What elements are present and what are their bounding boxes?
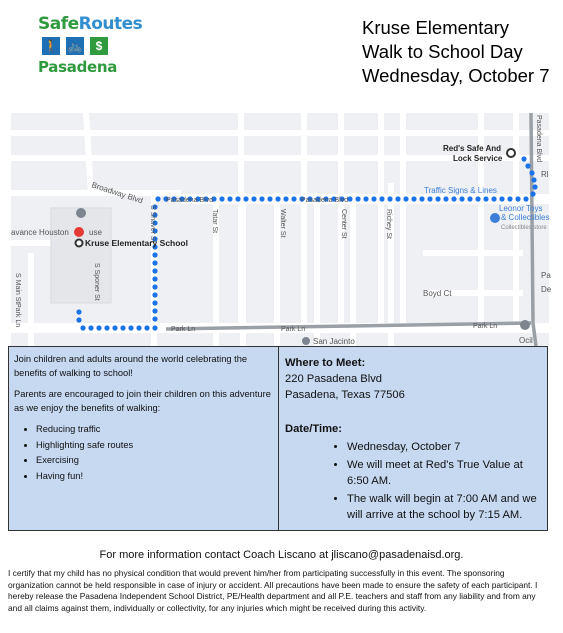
map-label-ocil: Ocil <box>519 336 533 345</box>
event-title <box>362 16 550 88</box>
safe-routes-logo <box>38 14 143 76</box>
map-label-s-main: S Main St <box>14 273 21 304</box>
encourage-text: Parents are encouraged to join their children on this adventure as we enjoy the benefits of walking: <box>14 389 271 413</box>
map-label-pasadena-blvd-v: Pasadena Blvd <box>535 115 542 163</box>
list-item: • Reducing traffic <box>36 423 272 437</box>
address-line-1: 220 Pasadena Blvd <box>285 373 383 385</box>
map-label-park-ln-c: Park Ln <box>473 323 498 330</box>
liability-disclaimer: I certify that my child has no physical condition that would prevent him/her from participating successfully in this event. The sponsoring organization cannot be held responsible in case of injury or accident. All precautions have been made to ensure the safety of each participant. I hereby release the Pasadena Independent School District, PE/Health department and all P.E. teachers and staff from any liability and from any and all claims against them, individually or collectivity, for any injuries which might be received during this activity. <box>8 568 538 613</box>
map-label-leonor1: Leonor Toys <box>499 204 543 213</box>
contact-line: For more information contact Coach Liscano at jliscano@pasadenaisd.org. <box>99 549 464 561</box>
date-heading: Date/Time: <box>285 423 342 435</box>
logo-icons <box>42 37 120 55</box>
ocil-pin-icon <box>520 320 530 330</box>
logo-text-routes: Routes <box>78 14 143 34</box>
map-label-pasadena-blvd-b: Pasadena Blvd <box>301 197 349 204</box>
event-info-box <box>8 346 548 531</box>
map-label-rl: Rl <box>541 170 549 179</box>
map-label-pasadena-blvd-a: Pasadena Blvd <box>166 197 214 204</box>
title-event: Walk to School Day <box>362 41 523 62</box>
logo-wordmark <box>38 14 143 34</box>
dollar-icon: $ <box>90 37 108 55</box>
list-item: • We will meet at Red's True Value at 6:50 AM. <box>347 457 547 489</box>
column-divider <box>278 347 279 530</box>
title-school: Kruse Elementary <box>362 17 510 38</box>
map-label-san-jacinto: San Jacinto <box>313 337 355 346</box>
logo-text-safe: Safe <box>38 14 79 34</box>
map-label-leonor2: & Collectibles <box>501 213 550 222</box>
map-label-avance2: use <box>89 228 102 237</box>
map-label-start: Red's Safe And <box>443 144 502 153</box>
map-label-boyd: Boyd Ct <box>423 289 452 298</box>
school-pin-icon <box>74 227 84 237</box>
destination-marker-icon <box>76 240 83 247</box>
map-label-shaver: S Shaver St <box>149 205 156 243</box>
place-pin-icon <box>76 208 86 218</box>
list-item: • Highlighting safe routes <box>36 439 272 453</box>
title-date: Wednesday, October 7 <box>362 65 550 86</box>
list-item: • The walk will begin at 7:00 AM and we will arrive at the school by 7:15 AM. <box>347 491 547 523</box>
date-list <box>285 439 547 523</box>
map-label-s-sponer: S Sponer St <box>93 263 100 301</box>
leonor-pin-icon <box>490 213 500 223</box>
map-label-park-ln-a: Park Ln <box>171 326 196 333</box>
start-marker-icon <box>507 149 515 157</box>
list-item: • Having fun! <box>36 470 272 484</box>
map-label-broadway: Broadway Blvd <box>90 180 144 206</box>
map-label-pa: Pa <box>541 271 551 280</box>
map-label-tatar: Tatar St <box>211 209 218 234</box>
map-label-walter: Walter St <box>279 209 286 238</box>
list-item: • Exercising <box>36 454 272 468</box>
walker-icon: 🚶 <box>43 39 59 53</box>
details-column <box>285 355 547 525</box>
map-label-avance: avance Houston <box>11 228 69 237</box>
route-map <box>11 113 552 346</box>
map-label-start2: Lock Service <box>453 154 503 163</box>
map-label-school: Kruse Elementary School <box>85 238 188 248</box>
benefits-column <box>14 353 272 485</box>
map-label-richey: Richey St <box>385 209 392 239</box>
logo-text-pasadena: Pasadena <box>38 58 118 76</box>
san-jacinto-pin-icon <box>302 337 310 345</box>
map-label-de: De <box>541 285 552 294</box>
intro-text: Join children and adults around the world celebrating the benefits of walking to school! <box>14 354 248 378</box>
address-line-2: Pasadena, Texas 77506 <box>285 389 405 401</box>
bicycle-icon: 🚲 <box>67 39 83 53</box>
list-item: • Wednesday, October 7 <box>347 439 547 455</box>
benefits-list <box>14 423 272 483</box>
map-label-traffic: Traffic Signs & Lines <box>424 186 497 195</box>
map-label-center: Center St <box>340 209 347 239</box>
where-heading: Where to Meet: <box>285 357 366 369</box>
map-label-park-ln-b: Park Ln <box>281 326 306 333</box>
map-label-park-ln-v: Park Ln <box>14 303 21 328</box>
map-label-leonor3: Collectibles store <box>501 225 547 231</box>
